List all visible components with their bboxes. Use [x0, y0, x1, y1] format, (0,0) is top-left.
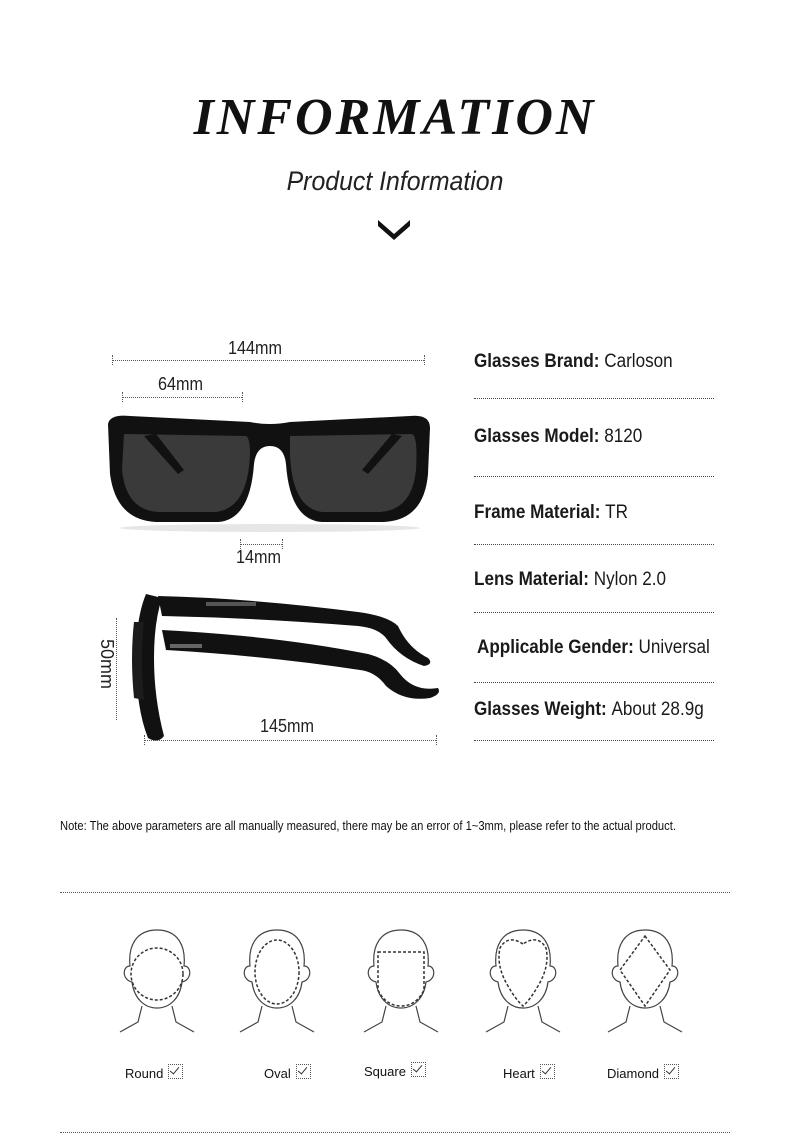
- spec-divider: [474, 740, 714, 741]
- spec-gender-value: Universal: [638, 637, 710, 658]
- temple-length-label: 145mm: [260, 716, 315, 736]
- spec-divider: [474, 544, 714, 545]
- checkbox-checked-icon: [664, 1064, 679, 1079]
- spec-frame-material-value: TR: [605, 502, 628, 523]
- checkbox-checked-icon: [296, 1064, 311, 1079]
- glasses-front-image: [100, 404, 440, 534]
- total-width-line: [112, 360, 424, 361]
- spec-weight: [474, 699, 714, 721]
- diamond-face-icon: [600, 926, 690, 1036]
- spec-frame-material-label: Frame Material:: [474, 502, 601, 523]
- spec-divider: [474, 476, 714, 477]
- lens-width-label: 64mm: [158, 374, 204, 394]
- lens-height-label: 50mm: [97, 639, 117, 690]
- bridge-line: [240, 544, 282, 545]
- face-shape-label: Diamond: [607, 1066, 660, 1081]
- lens-width-tick-left: [122, 392, 123, 402]
- face-shape-round: [125, 1064, 183, 1081]
- spec-gender-label: Applicable Gender:: [477, 637, 634, 658]
- page-subtitle: Product Information: [286, 166, 504, 196]
- oval-face-icon: [232, 926, 322, 1036]
- spec-brand-label: Glasses Brand:: [474, 351, 600, 372]
- lens-width-line: [122, 397, 242, 398]
- spec-brand-value: Carloson: [604, 351, 673, 372]
- spec-weight-value: About 28.9g: [611, 699, 704, 720]
- face-shape-oval: [264, 1064, 311, 1081]
- spec-divider: [474, 612, 714, 613]
- spec-model-value: 8120: [604, 426, 643, 447]
- page-title: INFORMATION: [193, 89, 597, 146]
- total-width-tick-right: [424, 355, 425, 365]
- face-shape-diamond: [607, 1064, 679, 1081]
- checkbox-checked-icon: [540, 1064, 555, 1079]
- spec-divider: [474, 398, 714, 399]
- face-shape-label: Round: [125, 1066, 164, 1081]
- heart-face-icon: [478, 926, 568, 1036]
- spec-divider: [474, 682, 714, 683]
- spec-lens-material: [474, 569, 714, 591]
- face-shape-heart: [503, 1064, 555, 1081]
- face-shape-square: [364, 1062, 426, 1079]
- round-face-icon: [112, 926, 202, 1036]
- spec-model-label: Glasses Model:: [474, 426, 600, 447]
- spec-lens-material-label: Lens Material:: [474, 569, 589, 590]
- spec-lens-material-value: Nylon 2.0: [593, 569, 666, 590]
- chevron-down-icon: [376, 214, 412, 242]
- spec-gender: [477, 637, 717, 659]
- temple-tick-left: [144, 735, 145, 745]
- bridge-tick-right: [282, 539, 283, 549]
- spec-weight-label: Glasses Weight:: [474, 699, 607, 720]
- checkbox-checked-icon: [411, 1062, 426, 1077]
- face-shape-label: Oval: [264, 1066, 291, 1081]
- face-shape-label: Square: [364, 1064, 406, 1079]
- spec-frame-material: [474, 502, 714, 524]
- checkbox-checked-icon: [168, 1064, 183, 1079]
- total-width-tick-left: [112, 355, 113, 365]
- spec-brand: [474, 351, 714, 373]
- total-width-label: 144mm: [228, 338, 283, 358]
- square-face-icon: [356, 926, 446, 1036]
- bridge-label: 14mm: [236, 547, 282, 567]
- temple-length-line: [144, 740, 436, 741]
- section-divider: [60, 892, 730, 893]
- measurement-note: Note: The above parameters are all manually measured, there may be an error of 1~3mm, please refer to the actual product.: [60, 818, 676, 833]
- spec-model: [474, 426, 714, 448]
- section-divider: [60, 1132, 730, 1133]
- temple-tick-right: [436, 735, 437, 745]
- face-shape-label: Heart: [503, 1066, 535, 1081]
- lens-width-tick-right: [242, 392, 243, 402]
